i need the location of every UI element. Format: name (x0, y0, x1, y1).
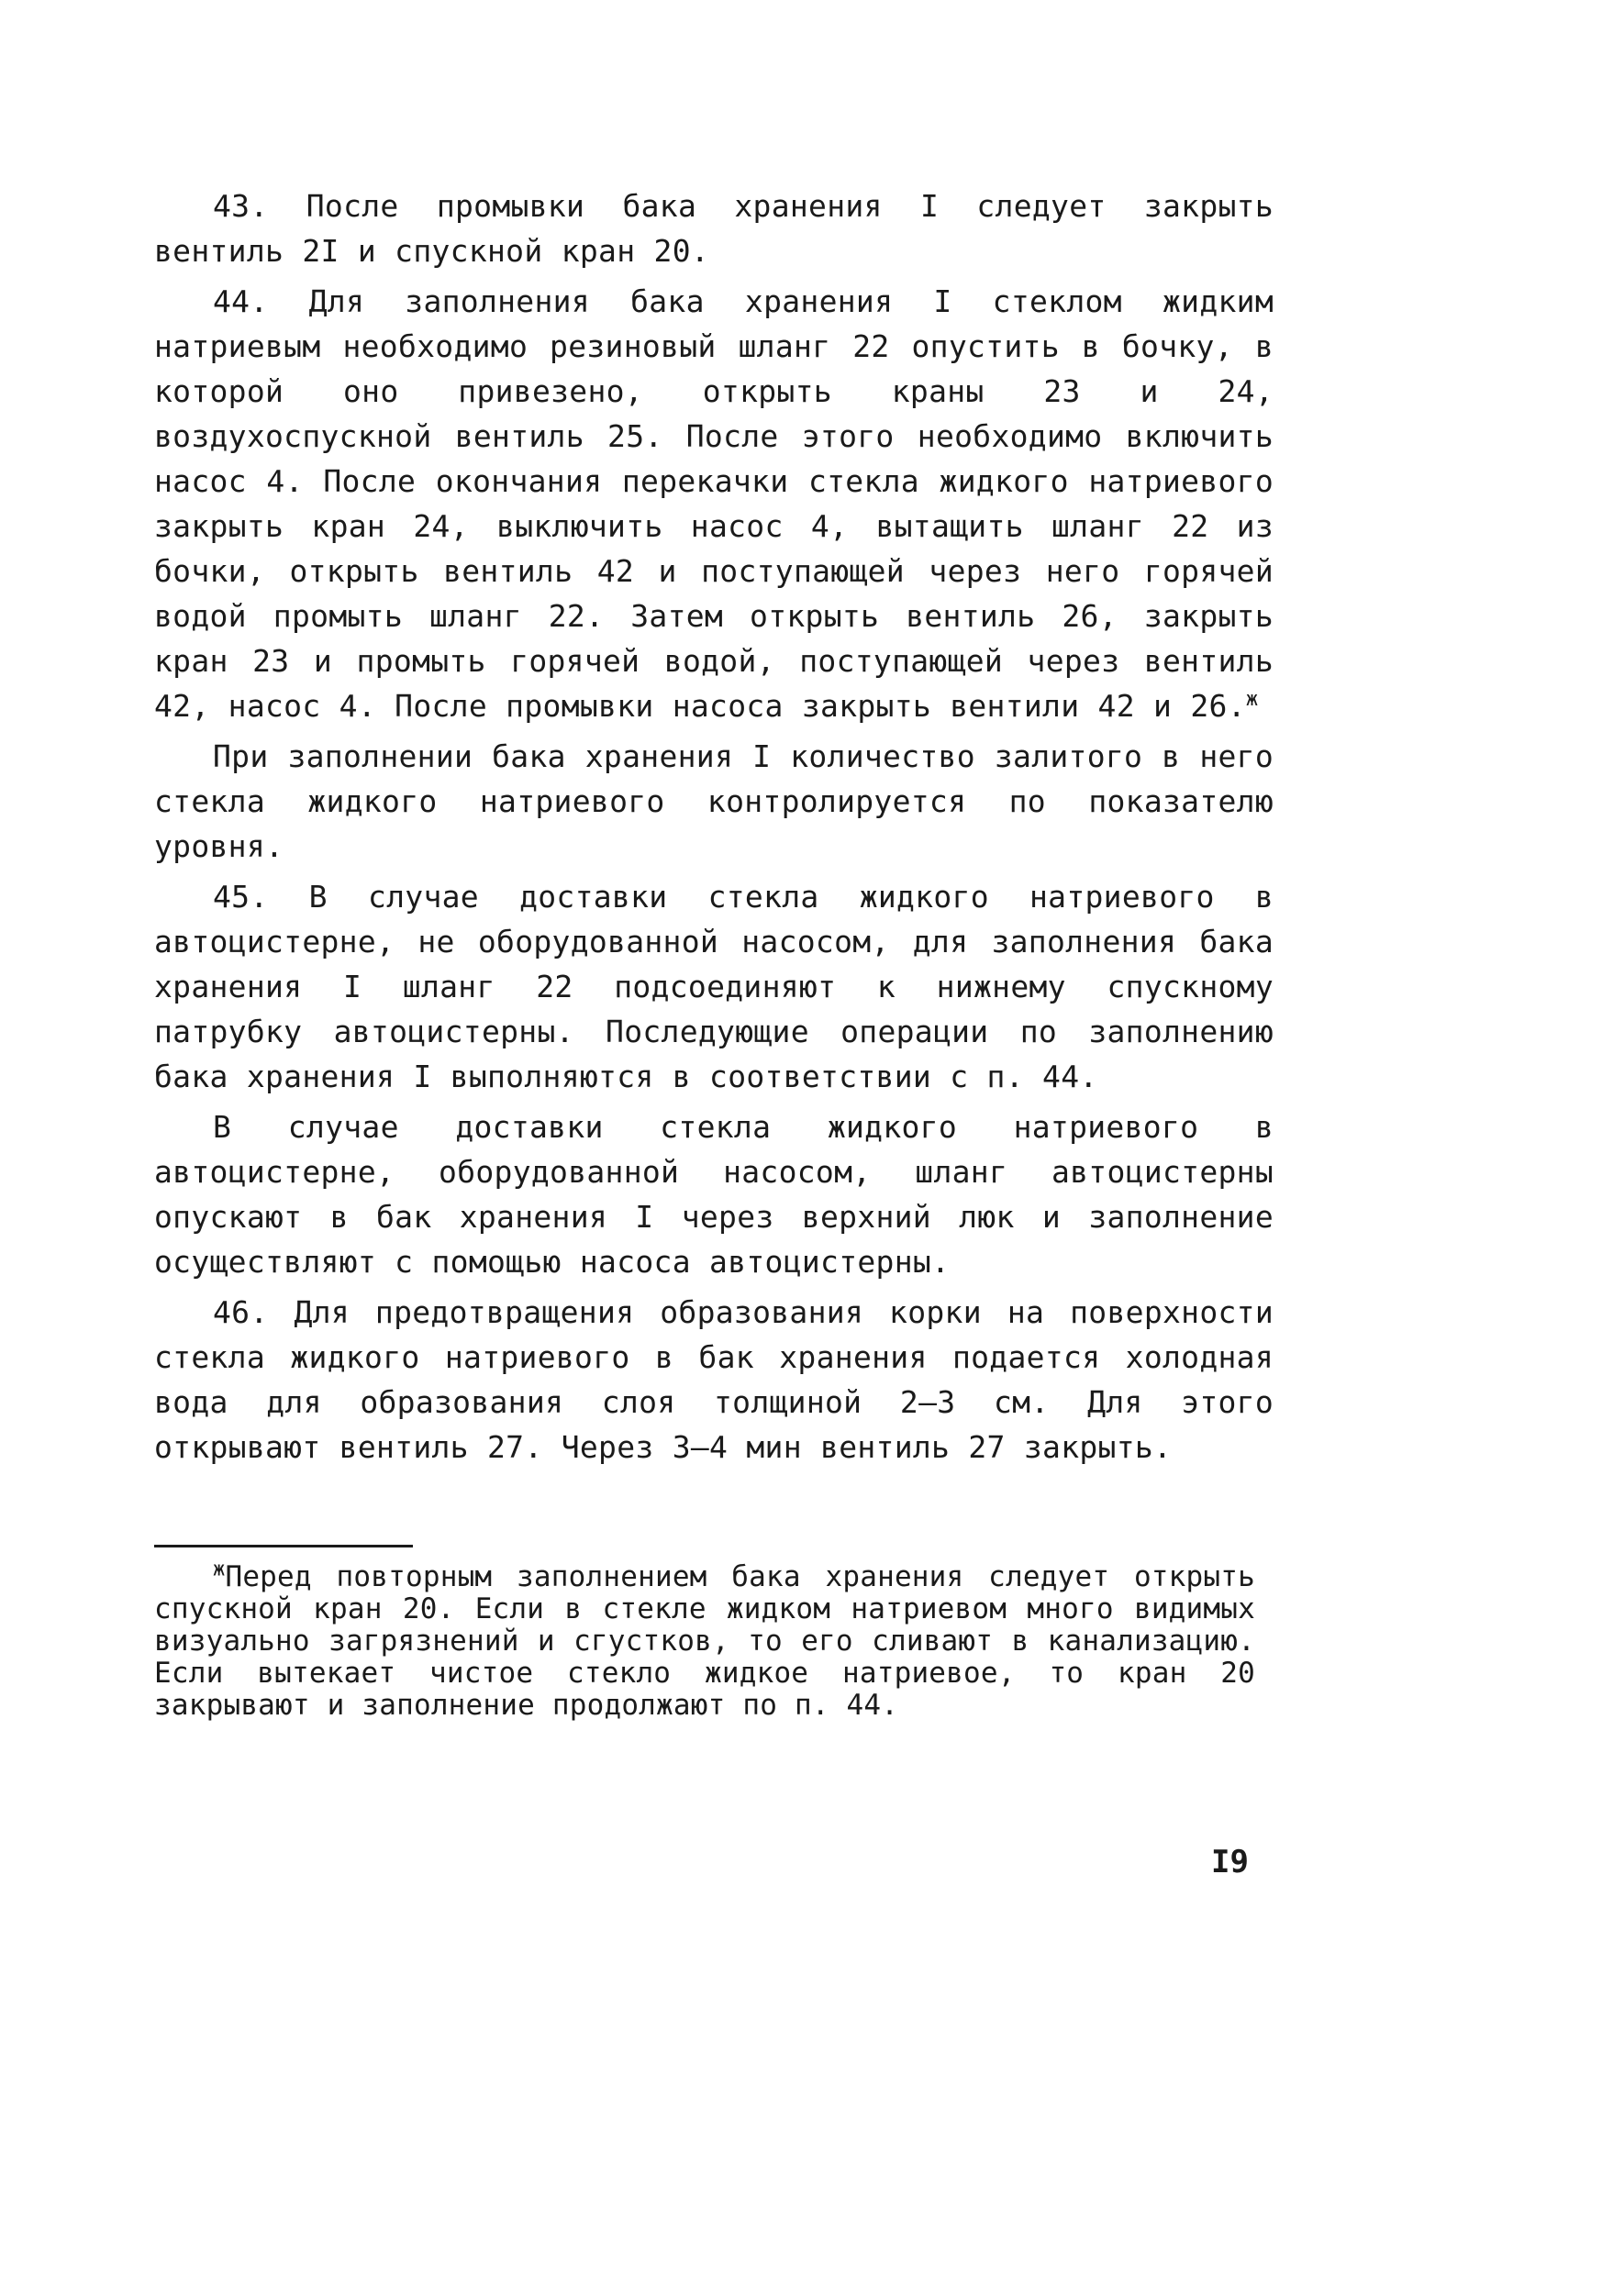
paragraph-43: 43. После промывки бака хранения I следует закрыть вентиль 2I и спускной кран 20. (154, 188, 1274, 269)
footnote (154, 1558, 1255, 1722)
document-body (154, 183, 1274, 1475)
paragraph-44-text: 44. Для заполнения бака хранения I стеклом жидким натриевым необходимо резиновый шланг 22 опустить в бочку, в которой оно привезено, открыть краны 23 и 24, воздухоспускной вентиль 25. После этого необходимо включить насос 4. После окончания перекачки стекла жидкого натриевого закрыть кран 24, выключить насос 4, вытащить шланг 22 из бочки, открыть вентиль 42 и поступающей через него горячей водой промыть шланг 22. Затем открыть вентиль 26, закрыть кран 23 и промыть горячей водой, поступающей через вентиль 42, насос 4. После промывки насоса закрыть вентили 42 и 26. (154, 283, 1274, 724)
paragraph-44 (154, 279, 1274, 728)
paragraph-45: 45. В случае доставки стекла жидкого натриевого в автоцистерне, не оборудованной насосом, для заполнения бака хранения I шланг 22 подсоединяют к нижнему спускному патрубку автоцистерны. Последующие операции по заполнению бака хранения I выполняются в соответствии с п. 44. (154, 879, 1274, 1094)
footnote-marker: ж (1245, 688, 1259, 711)
paragraph-46: 46. Для предотвращения образования корки на поверхности стекла жидкого натриевого в бак хранения подается холодная вода для образования слоя толщиной 2–3 см. Для этого открывают вентиль 27. Через 3–4 мин вентиль 27 закрыть. (154, 1294, 1274, 1465)
footnote-text: Перед повторным заполнением бака хранения следует открыть спускной кран 20. Если в стекле жидком натриевом много видимых визуально загрязнений и сгустков, то его сливают в канализацию. Если вытекает чистое стекло жидкое натриевое, то кран 20 закрывают и заполнение продолжают по п. 44. (154, 1560, 1255, 1722)
footnote-marker-ref: ж (213, 1558, 226, 1581)
paragraph-level-control: При заполнении бака хранения I количество залитого в него стекла жидкого натриевого контролируется по показателю уровня. (154, 738, 1274, 864)
footnote-divider (154, 1545, 413, 1547)
paragraph-45-tanker-pump: В случае доставки стекла жидкого натриевого в автоцистерне, оборудованной насосом, шланг автоцистерны опускают в бак хранения I через верхний люк и заполнение осуществляют с помощью насоса автоцистерны. (154, 1109, 1274, 1280)
page-number: I9 (1211, 1844, 1249, 1880)
